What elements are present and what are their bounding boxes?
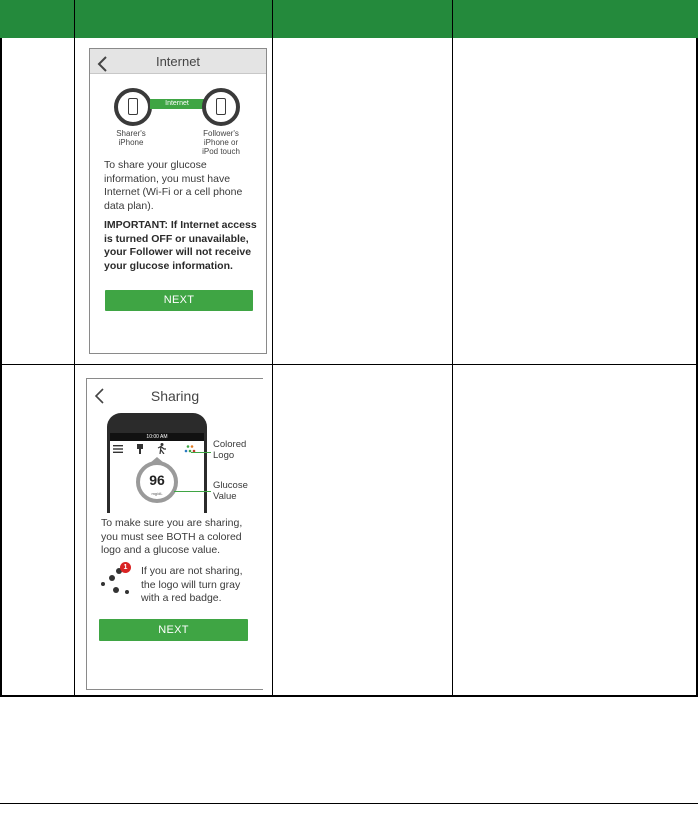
sharing-screen-title: Sharing — [150, 388, 200, 404]
column-divider — [272, 38, 273, 697]
glucose-value: 96 — [149, 472, 165, 488]
sensor-icon — [136, 444, 144, 454]
follower-label: Follower's iPhone or iPod touch — [202, 129, 240, 156]
internet-body-text: To share your glucose information, you must have Internet (Wi-Fi or a cell phone data plan). — [104, 159, 243, 212]
phone-status-bar: 10:00 AM — [110, 433, 204, 441]
internet-link-bar: Internet — [150, 99, 204, 109]
row-divider — [0, 364, 698, 365]
sharing-next-button[interactable]: NEXT — [99, 619, 248, 641]
red-badge: 1 — [120, 562, 131, 573]
menu-icon — [113, 445, 123, 453]
header-divider — [272, 0, 273, 38]
internet-next-button[interactable]: NEXT — [105, 290, 253, 311]
internet-important-text: IMPORTANT: If Internet access is turned OFF or unavailable, your Follower will not receive your glucose information. — [104, 219, 257, 272]
sharing-screen-image — [86, 378, 263, 690]
activity-icon — [157, 443, 166, 454]
phone-mockup — [107, 413, 207, 513]
sharing-body-text: To make sure you are sharing, you must see BOTH a colored logo and a glucose value. — [101, 517, 243, 556]
not-sharing-note: If you are not sharing, the logo will turn gray with a red badge. — [141, 565, 243, 604]
glucose-unit: mg/dL — [151, 491, 163, 496]
sharing-screen-nav-bar — [87, 379, 263, 409]
colored-logo-callout: Colored Logo — [213, 439, 247, 461]
footer-rule — [0, 803, 698, 804]
glucose-value-callout: Glucose Value — [213, 480, 248, 502]
column-divider — [452, 38, 453, 697]
table-header-row — [0, 0, 698, 38]
glucose-gauge — [136, 461, 178, 503]
sharer-phone-icon — [114, 88, 152, 126]
logo-callout-line — [191, 452, 211, 453]
header-divider — [452, 0, 453, 38]
internet-screen-nav-bar — [90, 49, 266, 74]
value-callout-line — [174, 491, 211, 492]
internet-screen-title: Internet — [155, 54, 201, 69]
column-divider — [74, 38, 75, 697]
follower-phone-icon — [202, 88, 240, 126]
internet-screen-image — [89, 48, 267, 354]
sharer-label: Sharer's iPhone — [116, 129, 146, 147]
header-divider — [74, 0, 75, 38]
phone-mockup-screen — [110, 433, 204, 513]
